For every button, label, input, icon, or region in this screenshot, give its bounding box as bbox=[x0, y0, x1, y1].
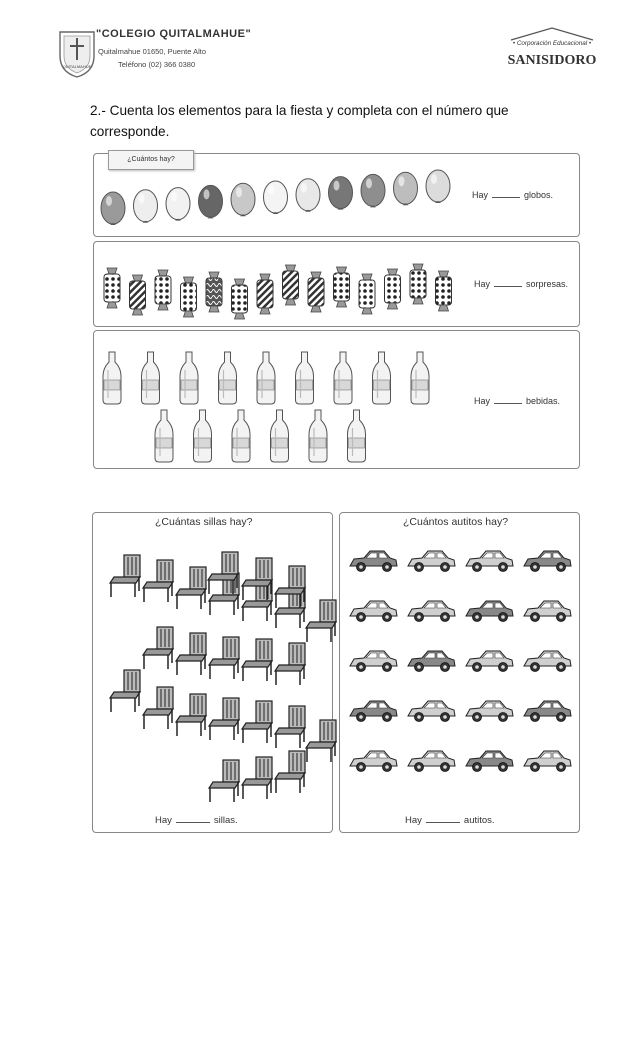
car bbox=[466, 601, 513, 622]
chair bbox=[306, 720, 336, 762]
chair bbox=[275, 706, 305, 748]
chair bbox=[242, 757, 272, 799]
bottle bbox=[155, 410, 173, 462]
bottle bbox=[257, 352, 275, 404]
hay-label: Hay bbox=[155, 815, 172, 826]
candy bbox=[181, 277, 197, 317]
car bbox=[350, 551, 397, 572]
car bbox=[524, 651, 571, 672]
candy bbox=[410, 264, 426, 304]
car bbox=[466, 551, 513, 572]
balloons-illustration bbox=[95, 160, 455, 235]
bottle bbox=[373, 352, 391, 404]
car bbox=[524, 601, 571, 622]
candy bbox=[436, 271, 452, 311]
bottles-illustration bbox=[98, 348, 448, 468]
chair bbox=[143, 627, 173, 669]
balloon bbox=[231, 183, 255, 216]
car bbox=[524, 751, 571, 772]
answer-blank[interactable] bbox=[494, 286, 522, 287]
candy bbox=[104, 268, 120, 308]
candies-answer bbox=[474, 279, 568, 289]
candy bbox=[155, 270, 171, 310]
chairs-word: sillas. bbox=[213, 815, 238, 826]
chair bbox=[242, 701, 272, 743]
car bbox=[350, 601, 397, 622]
instruction-text: 2.- Cuenta los elementos para la fiesta y completa con el número que corresponde. bbox=[90, 103, 509, 139]
chairs-illustration bbox=[92, 530, 331, 810]
bottles-answer bbox=[474, 396, 560, 406]
corp-name-text: SANISIDORO bbox=[507, 53, 597, 68]
bottle bbox=[296, 352, 314, 404]
balloon bbox=[101, 192, 125, 225]
chair bbox=[275, 751, 305, 793]
chair bbox=[143, 687, 173, 729]
chair bbox=[209, 637, 239, 679]
car bbox=[524, 701, 571, 722]
hay-label: Hay bbox=[472, 190, 489, 200]
chair bbox=[110, 555, 140, 597]
chair bbox=[143, 560, 173, 602]
chair bbox=[176, 633, 206, 675]
school-address: Quitalmahue 01650, Puente Alto bbox=[98, 47, 206, 56]
chair bbox=[242, 639, 272, 681]
chair bbox=[176, 694, 206, 736]
bottle bbox=[348, 410, 366, 462]
car bbox=[408, 751, 455, 772]
balloon bbox=[264, 181, 288, 214]
car bbox=[466, 651, 513, 672]
bottle bbox=[411, 352, 429, 404]
chairs-question: ¿Cuántas sillas hay? bbox=[155, 516, 253, 528]
cars-answer bbox=[405, 815, 495, 826]
corp-top-text: • Corporación Educacional • bbox=[512, 40, 592, 47]
bottles-word: bebidas. bbox=[526, 396, 561, 406]
car bbox=[408, 701, 455, 722]
candy bbox=[359, 274, 375, 314]
cars-word: autitos. bbox=[463, 815, 495, 826]
car bbox=[524, 551, 571, 572]
car bbox=[408, 551, 455, 572]
chair bbox=[306, 600, 336, 642]
balloon bbox=[394, 172, 418, 205]
candy bbox=[385, 269, 401, 309]
cars-illustration bbox=[340, 540, 578, 780]
candy bbox=[130, 275, 146, 315]
school-name: "COLEGIO QUITALMAHUE" bbox=[96, 28, 252, 40]
bottle bbox=[334, 352, 352, 404]
chair bbox=[110, 670, 140, 712]
hay-label: Hay bbox=[474, 396, 491, 406]
balloon bbox=[199, 185, 223, 218]
how-many-tag: ¿Cuántos hay? bbox=[108, 150, 194, 170]
cars-question: ¿Cuántos autitos hay? bbox=[403, 516, 509, 528]
car bbox=[350, 751, 397, 772]
candy bbox=[334, 267, 350, 307]
answer-blank[interactable] bbox=[494, 403, 522, 404]
bottle bbox=[271, 410, 289, 462]
candy bbox=[257, 274, 273, 314]
bottle bbox=[142, 352, 160, 404]
bottle bbox=[309, 410, 327, 462]
chairs-answer bbox=[155, 815, 238, 826]
hay-label: Hay bbox=[474, 279, 491, 289]
balloon bbox=[361, 174, 385, 207]
car bbox=[408, 651, 455, 672]
corp-logo bbox=[505, 26, 600, 72]
balloons-word: globos. bbox=[524, 190, 554, 200]
candy bbox=[232, 279, 248, 319]
chair bbox=[275, 643, 305, 685]
balloon bbox=[426, 170, 450, 203]
car bbox=[350, 651, 397, 672]
candy bbox=[283, 265, 299, 305]
balloon bbox=[134, 190, 158, 223]
bottle bbox=[180, 352, 198, 404]
bottle bbox=[194, 410, 212, 462]
answer-blank[interactable] bbox=[492, 197, 520, 198]
bottle bbox=[103, 352, 121, 404]
balloon bbox=[166, 188, 190, 221]
bottle bbox=[232, 410, 250, 462]
school-phone: Teléfono (02) 366 0380 bbox=[118, 60, 196, 69]
candy bbox=[308, 272, 324, 312]
balloon bbox=[296, 179, 320, 212]
school-crest bbox=[58, 26, 96, 78]
candy bbox=[206, 272, 222, 312]
hay-label: Hay bbox=[405, 815, 422, 826]
answer-blank[interactable] bbox=[176, 822, 210, 823]
chair bbox=[176, 567, 206, 609]
chair bbox=[209, 698, 239, 740]
car bbox=[350, 701, 397, 722]
candies-illustration bbox=[98, 252, 468, 322]
car bbox=[466, 751, 513, 772]
balloon bbox=[329, 177, 353, 210]
bottle bbox=[219, 352, 237, 404]
candies-word: sorpresas. bbox=[526, 279, 569, 289]
crest-text: QUITALMAHUE bbox=[62, 64, 92, 69]
chair bbox=[209, 760, 239, 802]
balloons-answer bbox=[472, 190, 553, 200]
car bbox=[408, 601, 455, 622]
car bbox=[466, 701, 513, 722]
answer-blank[interactable] bbox=[426, 822, 460, 823]
